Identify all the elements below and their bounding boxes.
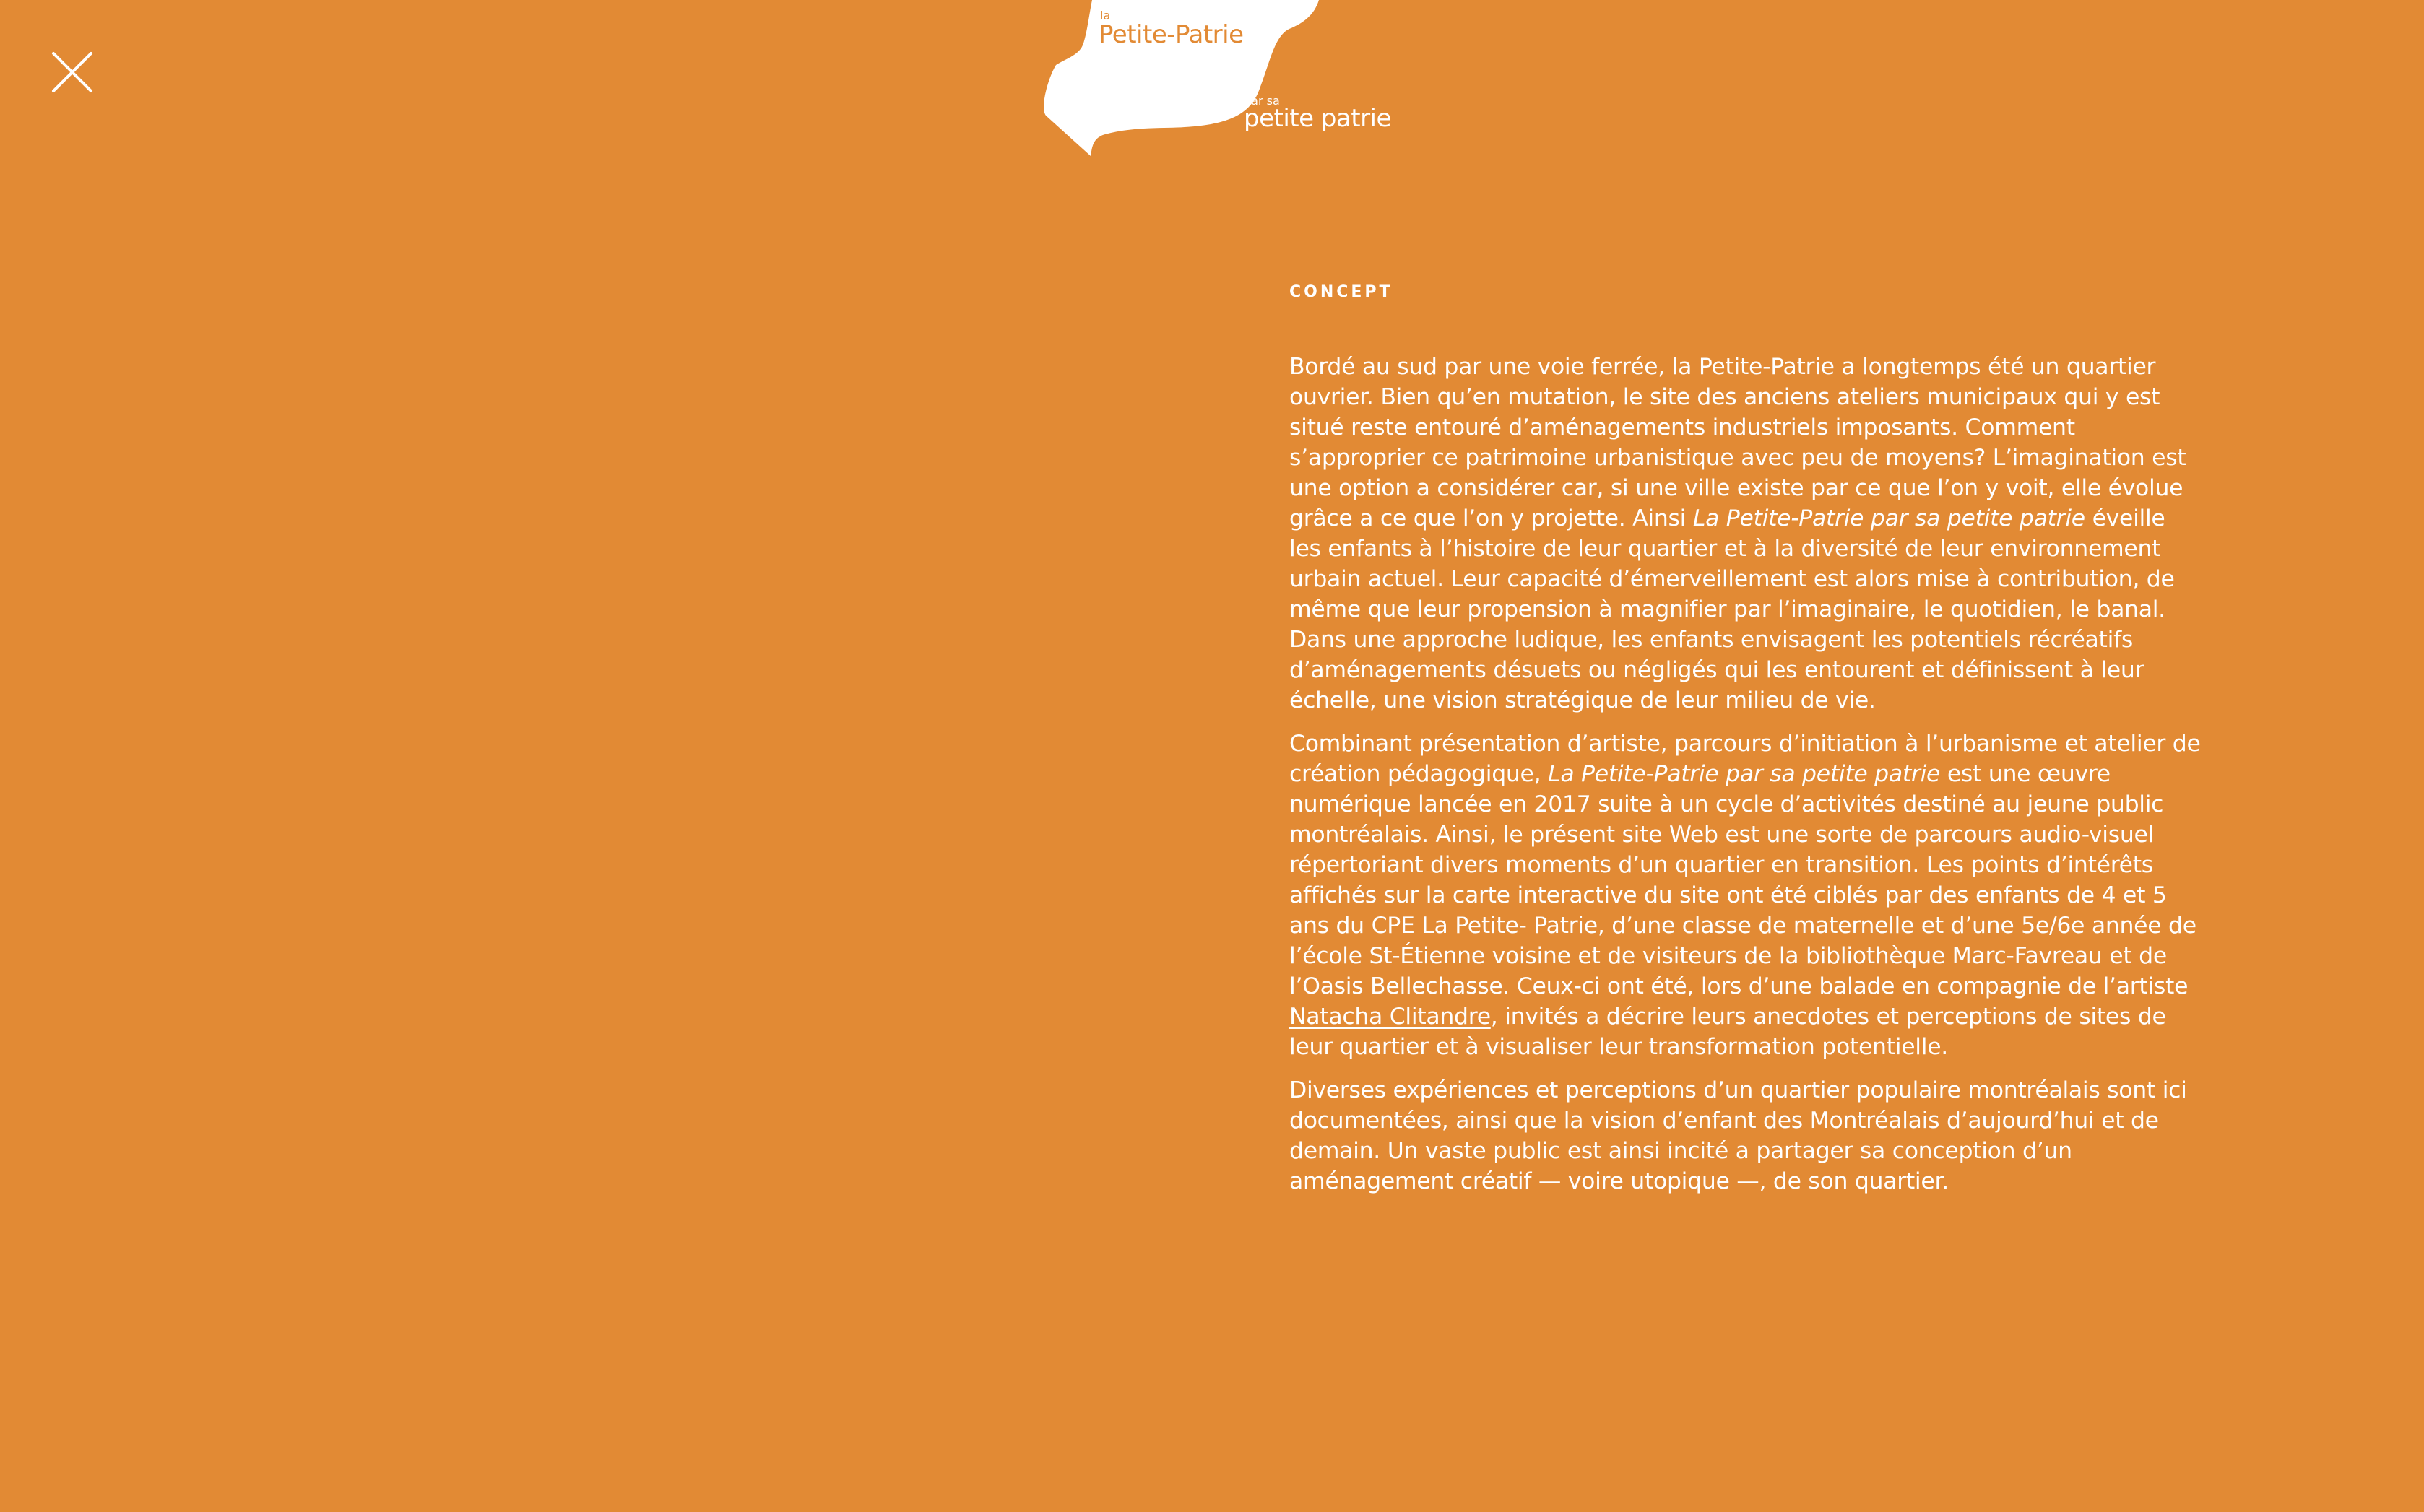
close-button[interactable]	[49, 49, 95, 95]
paragraph-text: éveille les enfants à l’histoire de leur quartier et à la diversité de leur environnement urbain actuel. Leur capacité d’émerveillement est alors mise à contribution, de même que leur propension à magnifier par l’imaginaire, le quotidien, le banal. Dans une approche ludique, les enfants envisagent les potentiels récréatifs d’aménagements désuets ou négligés qui les entourent et définissent à leur échelle, une vision stratégique de leur milieu de vie.	[1289, 505, 2175, 713]
paragraph-text: Diverses expériences et perceptions d’un quartier populaire montréalais sont ici documentées, ainsi que la vision d’enfant des Montréalais d’aujourd’hui et de demain. Un vaste public est ainsi incité a partager sa conception d’un aménagement créatif — voire utopique —, de son quartier.	[1289, 1077, 2187, 1194]
paragraph-text: Combinant présentation d’artiste, parcours d’initiation à l’urbanisme et atelier de création pédagogique,	[1289, 731, 2201, 787]
concept-paragraph-3	[1289, 1075, 2201, 1196]
site-logo[interactable]	[1011, 0, 1401, 166]
project-title-italic: La Petite-Patrie par sa petite patrie	[1548, 761, 1941, 787]
artist-link[interactable]: Natacha Clitandre	[1289, 1004, 1491, 1030]
logo-small-bottom: par sa	[1244, 94, 1280, 108]
paragraph-text: Bordé au sud par une voie ferrée, la Petite-Patrie a longtemps été un quartier ouvrier. Bien qu’en mutation, le site des anciens ateliers municipaux qui y est situé reste entouré d’aménagements industriels imposants. Comment s’approprier ce patrimoine urbanistique avec peu de moyens? L’imagination est une option a considérer car, si une ville existe par ce que l’on y voit, elle évolue grâce a ce que l’on y projette. Ainsi	[1289, 354, 2186, 531]
project-title-italic: La Petite-Patrie par sa petite patrie	[1692, 505, 2085, 531]
logo-title-bottom: petite patrie	[1244, 104, 1391, 133]
section-title: CONCEPT	[1289, 283, 1393, 301]
paragraph-text: est une œuvre numérique lancée en 2017 suite à un cycle d’activités destiné au jeune public montréalais. Ainsi, le présent site Web est une sorte de parcours audio-visuel répertoriant divers moments d’un quartier en transition. Les points d’intérêts affichés sur la carte interactive du site ont été ciblés par des enfants de 4 et 5 ans du CPE La Petite- Patrie, d’une classe de maternelle et d’une 5e/6e année de l’école St-Étienne voisine et de visiteurs de la bibliothèque Marc-Favreau et de l’Oasis Bellechasse. Ceux-ci ont été, lors d’une balade en compagnie de l’artiste	[1289, 761, 2196, 999]
concept-paragraph-2	[1289, 729, 2201, 1062]
concept-section	[1289, 283, 2201, 1209]
concept-paragraph-1	[1289, 352, 2201, 716]
close-icon	[49, 49, 95, 95]
paragraph-text: , invités a décrire leurs anecdotes et perceptions de sites de leur quartier et à visualiser leur transformation potentielle.	[1289, 1004, 2166, 1060]
logo-small-top: la	[1100, 9, 1111, 22]
logo-title-top: Petite-Patrie	[1099, 20, 1244, 49]
